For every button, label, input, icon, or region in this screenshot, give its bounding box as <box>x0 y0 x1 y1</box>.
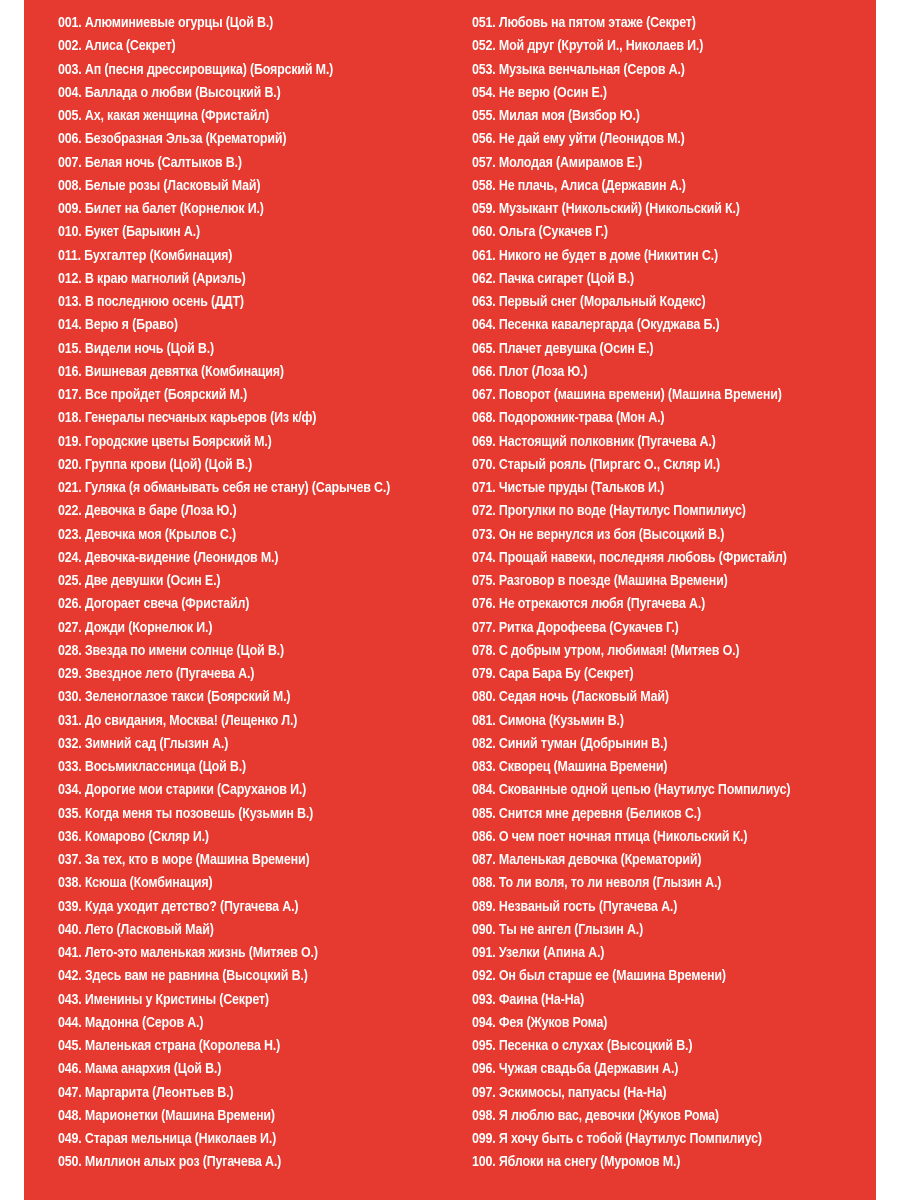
song-list-item: 027. Дожди (Корнелюк И.) <box>58 619 213 636</box>
song-list-item: 019. Городские цветы Боярский М.) <box>58 433 272 450</box>
song-list-item: 001. Алюминиевые огурцы (Цой В.) <box>58 15 274 31</box>
song-list-item: 037. За тех, кто в море (Машина Времени) <box>58 852 310 868</box>
song-list-item: 081. Симона (Кузьмин В.) <box>472 712 624 729</box>
song-list-item: 008. Белые розы (Ласковый Май) <box>58 177 261 194</box>
song-list-item: 052. Мой друг (Крутой И., Николаев И.) <box>472 38 704 55</box>
song-list-item: 049. Старая мельница (Николаев И.) <box>58 1131 277 1147</box>
song-list-item: 099. Я хочу быть с тобой (Наутилус Помпилиус) <box>472 1131 762 1147</box>
song-list-item: 012. В краю магнолий (Ариэль) <box>58 270 246 287</box>
song-list-item: 088. То ли воля, то ли неволя (Глызин А.) <box>472 875 722 892</box>
song-list-item: 056. Не дай ему уйти (Леонидов М.) <box>472 131 685 148</box>
song-list-item: 047. Маргарита (Леонтьев В.) <box>58 1084 234 1101</box>
song-list-item: 050. Миллион алых роз (Пугачева А.) <box>58 1154 282 1171</box>
song-list-item: 028. Звезда по имени солнце (Цой В.) <box>58 642 284 659</box>
song-list-item: 082. Синий туман (Добрынин В.) <box>472 735 668 752</box>
song-list-item: 017. Все пройдет (Боярский М.) <box>58 387 248 403</box>
song-list-item: 092. Он был старше ее (Машина Времени) <box>472 968 726 985</box>
song-list-item: 100. Яблоки на снегу (Муромов М.) <box>472 1154 681 1171</box>
song-list-item: 094. Фея (Жуков Рома) <box>472 1014 608 1031</box>
song-list-sheet <box>24 0 876 1200</box>
song-list-item: 034. Дорогие мои старики (Саруханов И.) <box>58 782 307 799</box>
song-list-item: 004. Баллада о любви (Высоцкий В.) <box>58 84 281 101</box>
song-list-item: 068. Подорожник-трава (Мон А.) <box>472 410 665 427</box>
song-list-item: 096. Чужая свадьба (Державин А.) <box>472 1061 679 1078</box>
song-list-item: 073. Он не вернулся из боя (Высоцкий В.) <box>472 526 725 543</box>
song-list-item: 087. Маленькая девочка (Крематорий) <box>472 852 702 868</box>
song-list-item: 077. Ритка Дорофеева (Сукачев Г.) <box>472 619 679 636</box>
song-list-item: 074. Прощай навеки, последняя любовь (Фристайл) <box>472 549 787 566</box>
song-list-item: 079. Сара Бара Бу (Секрет) <box>472 666 634 682</box>
song-list-item: 024. Девочка-видение (Леонидов М.) <box>58 549 279 566</box>
song-list-item: 070. Старый рояль (Пиргагс О., Скляр И.) <box>472 456 721 473</box>
song-list-item: 042. Здесь вам не равнина (Высоцкий В.) <box>58 968 308 985</box>
song-list-item: 071. Чистые пруды (Тальков И.) <box>472 480 665 496</box>
song-list-item: 054. Не верю (Осин Е.) <box>472 84 607 101</box>
song-list-item: 051. Любовь на пятом этаже (Секрет) <box>472 15 696 31</box>
song-list-item: 021. Гуляка (я обманывать себя не стану) (Сарычев С.) <box>58 480 391 496</box>
song-list-item: 043. Именины у Кристины (Секрет) <box>58 991 269 1008</box>
song-list-item: 036. Комарово (Скляр И.) <box>58 828 209 845</box>
song-list-item: 055. Милая моя (Визбор Ю.) <box>472 108 640 124</box>
song-list-right-column <box>472 12 872 1175</box>
song-list-item: 069. Настоящий полковник (Пугачева А.) <box>472 433 716 450</box>
song-list-item: 060. Ольга (Сукачев Г.) <box>472 224 608 241</box>
song-list-item: 093. Фаина (На-На) <box>472 991 585 1008</box>
song-list-item: 076. Не отрекаются любя (Пугачева А.) <box>472 596 706 613</box>
song-list-item: 016. Вишневая девятка (Комбинация) <box>58 363 284 380</box>
song-list-item: 063. Первый снег (Моральный Кодекс) <box>472 294 706 310</box>
song-list-item: 064. Песенка кавалергарда (Окуджава Б.) <box>472 317 720 334</box>
song-list-item: 083. Скворец (Машина Времени) <box>472 759 668 775</box>
song-list-item: 040. Лето (Ласковый Май) <box>58 921 214 938</box>
song-list-item: 097. Эскимосы, папуасы (На-На) <box>472 1084 667 1101</box>
song-list-item: 072. Прогулки по воде (Наутилус Помпилиус) <box>472 503 746 520</box>
song-list-item: 044. Мадонна (Серов А.) <box>58 1014 204 1031</box>
song-list-item: 053. Музыка венчальная (Серов А.) <box>472 61 685 78</box>
song-list-item: 013. В последнюю осень (ДДТ) <box>58 294 244 310</box>
song-list-item: 089. Незваный гость (Пугачева А.) <box>472 898 678 915</box>
song-list-item: 023. Девочка моя (Крылов С.) <box>58 526 236 543</box>
song-list-item: 078. С добрым утром, любимая! (Митяев О.) <box>472 642 740 659</box>
song-list-item: 026. Догорает свеча (Фристайл) <box>58 596 250 613</box>
song-list-item: 033. Восьмиклассница (Цой В.) <box>58 759 247 775</box>
song-list-item: 095. Песенка о слухах (Высоцкий В.) <box>472 1038 693 1054</box>
song-list-item: 029. Звездное лето (Пугачева А.) <box>58 666 255 682</box>
song-list-item: 020. Группа крови (Цой) (Цой В.) <box>58 456 253 473</box>
song-list-item: 085. Снится мне деревня (Беликов С.) <box>472 805 701 822</box>
song-list-item: 062. Пачка сигарет (Цой В.) <box>472 270 635 287</box>
song-list-item: 002. Алиса (Секрет) <box>58 38 176 55</box>
song-list-item: 086. О чем поет ночная птица (Никольский К.) <box>472 828 748 845</box>
song-list-item: 091. Узелки (Апина А.) <box>472 945 605 961</box>
song-list-item: 038. Ксюша (Комбинация) <box>58 875 213 892</box>
song-list-item: 065. Плачет девушка (Осин Е.) <box>472 340 654 357</box>
song-list-item: 098. Я люблю вас, девочки (Жуков Рома) <box>472 1107 719 1124</box>
song-list-item: 039. Куда уходит детство? (Пугачева А.) <box>58 898 299 915</box>
song-list-item: 031. До свидания, Москва! (Лещенко Л.) <box>58 712 298 729</box>
song-list-item: 006. Безобразная Эльза (Крематорий) <box>58 131 287 148</box>
song-list-item: 084. Скованные одной цепью (Наутилус Помпилиус) <box>472 782 791 799</box>
song-list-item: 046. Мама анархия (Цой В.) <box>58 1061 222 1078</box>
song-list-item: 025. Две девушки (Осин Е.) <box>58 573 221 589</box>
song-list-item: 075. Разговор в поезде (Машина Времени) <box>472 573 728 589</box>
song-list-item: 015. Видели ночь (Цой В.) <box>58 340 215 357</box>
song-list-item: 011. Бухгалтер (Комбинация) <box>58 247 233 264</box>
song-list-item: 061. Никого не будет в доме (Никитин С.) <box>472 247 718 264</box>
song-list-item: 067. Поворот (машина времени) (Машина Времени) <box>472 387 782 403</box>
song-list-item: 030. Зеленоглазое такси (Боярский М.) <box>58 689 291 706</box>
song-list-item: 018. Генералы песчаных карьеров (Из к/ф) <box>58 410 317 427</box>
song-list-item: 009. Билет на балет (Корнелюк И.) <box>58 201 264 217</box>
song-list-item: 057. Молодая (Амирамов Е.) <box>472 154 643 171</box>
song-list-item: 005. Ах, какая женщина (Фристайл) <box>58 108 270 124</box>
song-list-item: 003. Ап (песня дрессировщика) (Боярский М.) <box>58 61 334 78</box>
song-list-item: 066. Плот (Лоза Ю.) <box>472 363 588 380</box>
song-list-item: 045. Маленькая страна (Королева Н.) <box>58 1038 281 1054</box>
song-list-item: 080. Седая ночь (Ласковый Май) <box>472 689 669 706</box>
song-list-item: 010. Букет (Барыкин А.) <box>58 224 200 241</box>
song-list-left-column <box>58 12 468 1175</box>
song-list-item: 041. Лето-это маленькая жизнь (Митяев О.) <box>58 945 318 961</box>
song-list-item: 032. Зимний сад (Глызин А.) <box>58 735 229 752</box>
song-list-item: 035. Когда меня ты позовешь (Кузьмин В.) <box>58 805 314 822</box>
song-list-item: 090. Ты не ангел (Глызин А.) <box>472 921 644 938</box>
song-list-item: 014. Верю я (Браво) <box>58 317 178 334</box>
song-list-item: 059. Музыкант (Никольский) (Никольский К.) <box>472 201 740 217</box>
song-list-item: 022. Девочка в баре (Лоза Ю.) <box>58 503 237 520</box>
song-list-item: 007. Белая ночь (Салтыков В.) <box>58 154 242 171</box>
song-list-item: 048. Марионетки (Машина Времени) <box>58 1107 275 1124</box>
song-list-item: 058. Не плачь, Алиса (Державин А.) <box>472 177 686 194</box>
